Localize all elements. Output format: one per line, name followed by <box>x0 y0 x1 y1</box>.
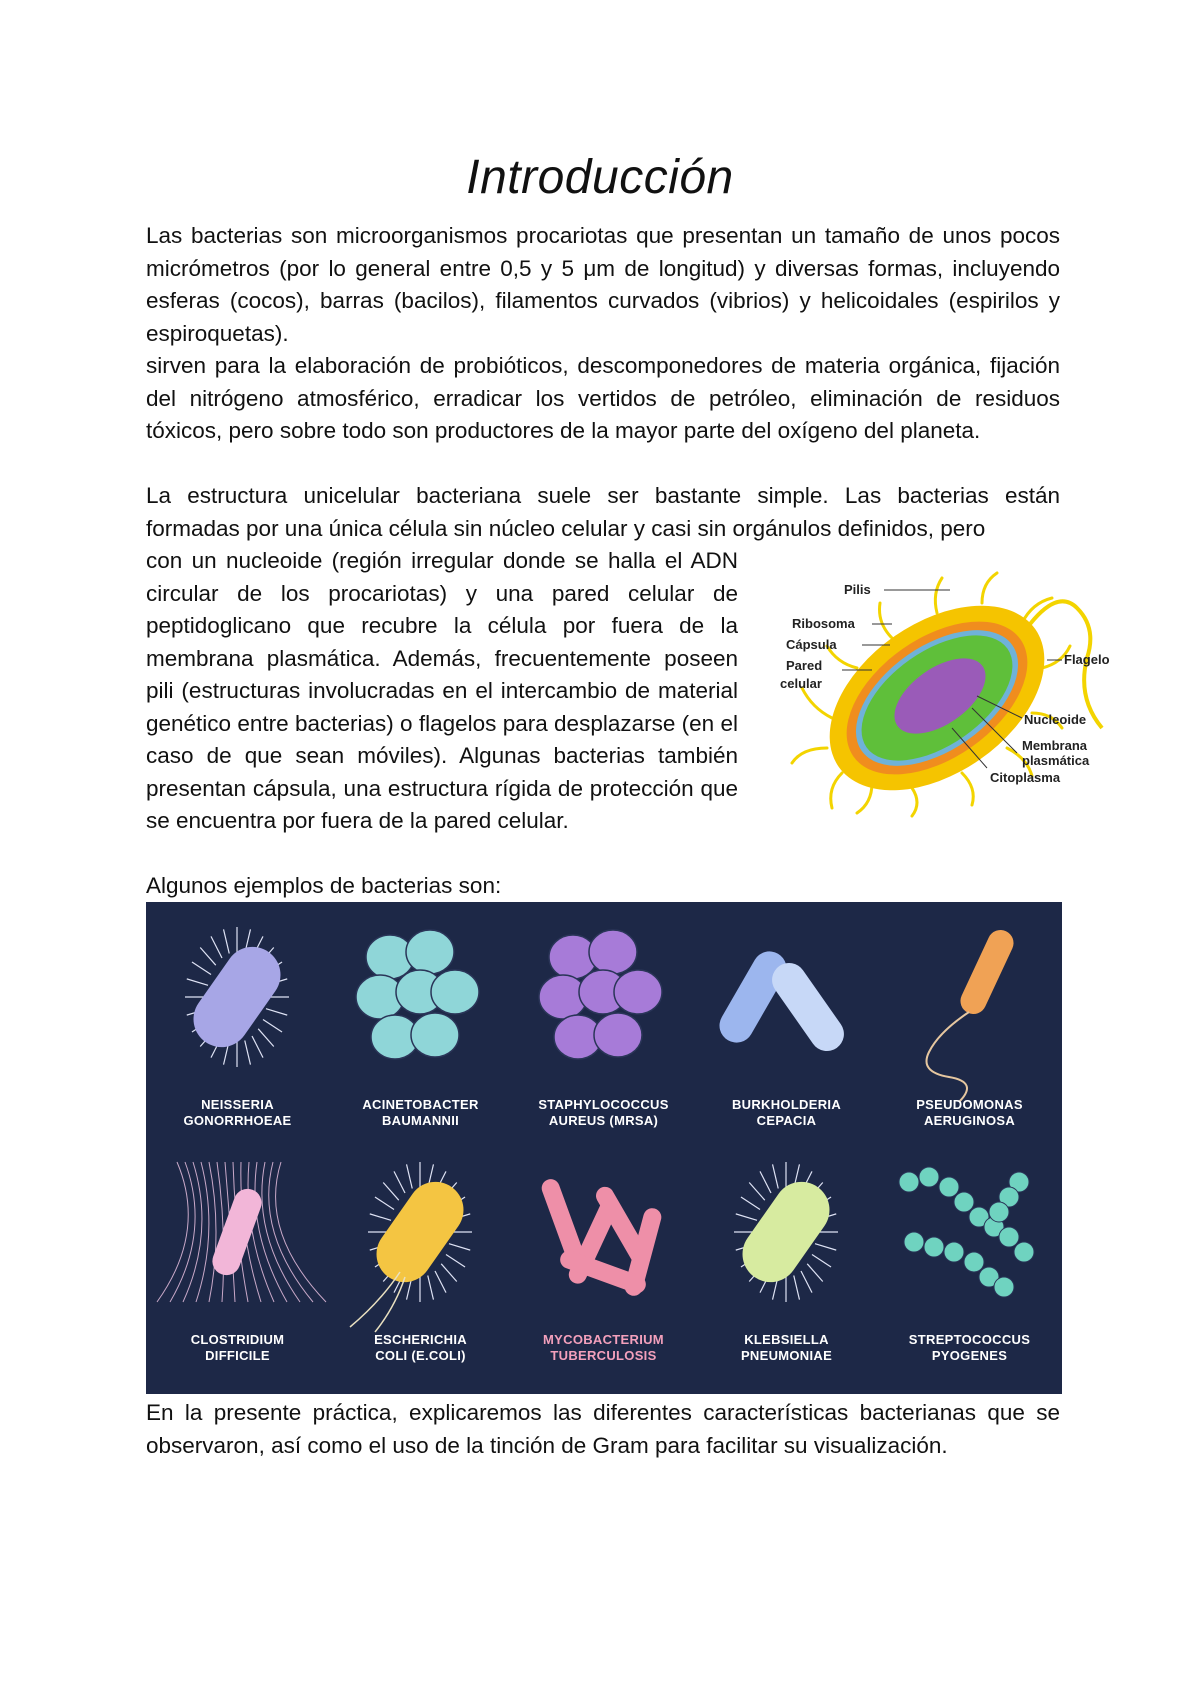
label-membrana-1: Membrana <box>1022 738 1088 753</box>
bacterium-1-1 <box>350 1162 474 1332</box>
label-neisseria: NEISSERIA GONORRHOEAE <box>183 1097 292 1128</box>
label-escherichia: ESCHERICHIA COLI (E.COLI) <box>374 1332 467 1363</box>
label-burkholderia: BURKHOLDERIA CEPACIA <box>731 1097 842 1128</box>
label-ribosoma: Ribosoma <box>792 616 855 631</box>
paragraph-examples-intro: Algunos ejemplos de bacterias son: <box>146 873 502 898</box>
paragraph-uses: sirven para la elaboración de probióticos, descomponedores de materia orgánica, fijación del nitrógeno atmosférico, erradicar los vertidos de petróleo, eliminación de residuos tóxicos, pero sobre todo son productores de la mayor parte del oxígeno del planeta. <box>146 353 1060 443</box>
paragraph-structure-detail: con un nucleoide (región irregular donde se halla el ADN circular de los procariotas) y una pared celular de peptidoglicano que recubre la célula por fuera de la membrana plasmática. Además, frecuentemente poseen pili (estructuras involucradas en el intercambio de material genético entre bacterias) o flagelos para desplazarse (en el caso de que sean móviles). Algunas bacterias también presentan cápsula, una estructura rígida de protección que se encuentra por fuera de la pared celular. <box>146 548 738 833</box>
paragraph-definition: Las bacterias son microorganismos procariotas que presentan un tamaño de unos pocos micrómetros (por lo general entre 0,5 y 5 μm de longitud) y diversas formas, incluyendo esferas (cocos), barras (bacilos), filamentos curvados (vibrios) y helicoidales (espirilos y espiroquetas). <box>146 223 1060 346</box>
label-mycobacterium: MYCOBACTERIUM TUBERCULOSIS <box>543 1332 664 1363</box>
label-klebsiella: KLEBSIELLA PNEUMONIAE <box>740 1332 833 1363</box>
label-membrana-2: plasmática <box>1022 753 1090 768</box>
bacterium-1-4 <box>899 1167 1034 1297</box>
label-pilis: Pilis <box>844 582 871 597</box>
label-pared-1: Pared <box>786 658 823 673</box>
label-pared-2: celular <box>780 676 822 691</box>
bacterium-0-2 <box>539 930 662 1059</box>
label-pseudomonas: PSEUDOMONAS AERUGINOSA <box>916 1097 1023 1128</box>
label-acinetobacter: ACINETOBACTER BAUMANNII <box>362 1097 479 1128</box>
bacterium-0-4 <box>927 926 1018 1102</box>
label-capsula: Cápsula <box>786 637 837 652</box>
paragraph-conclusion: En la presente práctica, explicaremos las diferentes características bacterianas que se observaron, así como el uso de la tinción de Gram para facilitar su visualización. <box>146 1400 1060 1458</box>
label-staphylococcus: STAPHYLOCOCCUS AUREUS (MRSA) <box>538 1097 669 1128</box>
bacterium-0-0 <box>183 927 292 1067</box>
bacterium-1-0 <box>157 1162 326 1302</box>
bacteria-illustrations <box>146 902 1062 1394</box>
label-citoplasma: Citoplasma <box>990 770 1061 785</box>
label-clostridium: CLOSTRIDIUM DIFFICILE <box>190 1332 285 1363</box>
label-nucleoide: Nucleoide <box>1024 712 1087 727</box>
label-streptococcus: STREPTOCOCCUS PYOGENES <box>908 1332 1031 1363</box>
page-title: Introducción <box>466 151 734 204</box>
paragraph-structure-intro: La estructura unicelular bacteriana suele ser bastante simple. Las bacterias están formadas por una única célula sin núcleo celular y casi sin orgánulos definidos, pero <box>146 483 1060 541</box>
label-flagelo: Flagelo <box>1064 652 1110 667</box>
bacterium-1-3 <box>732 1162 841 1302</box>
bacterium-0-3 <box>713 945 850 1058</box>
bacterium-1-2 <box>539 1177 663 1298</box>
bacterial-cell-diagram <box>772 568 1132 818</box>
bacterium-0-1 <box>356 930 479 1059</box>
bacteria-examples-figure <box>146 902 1062 1394</box>
